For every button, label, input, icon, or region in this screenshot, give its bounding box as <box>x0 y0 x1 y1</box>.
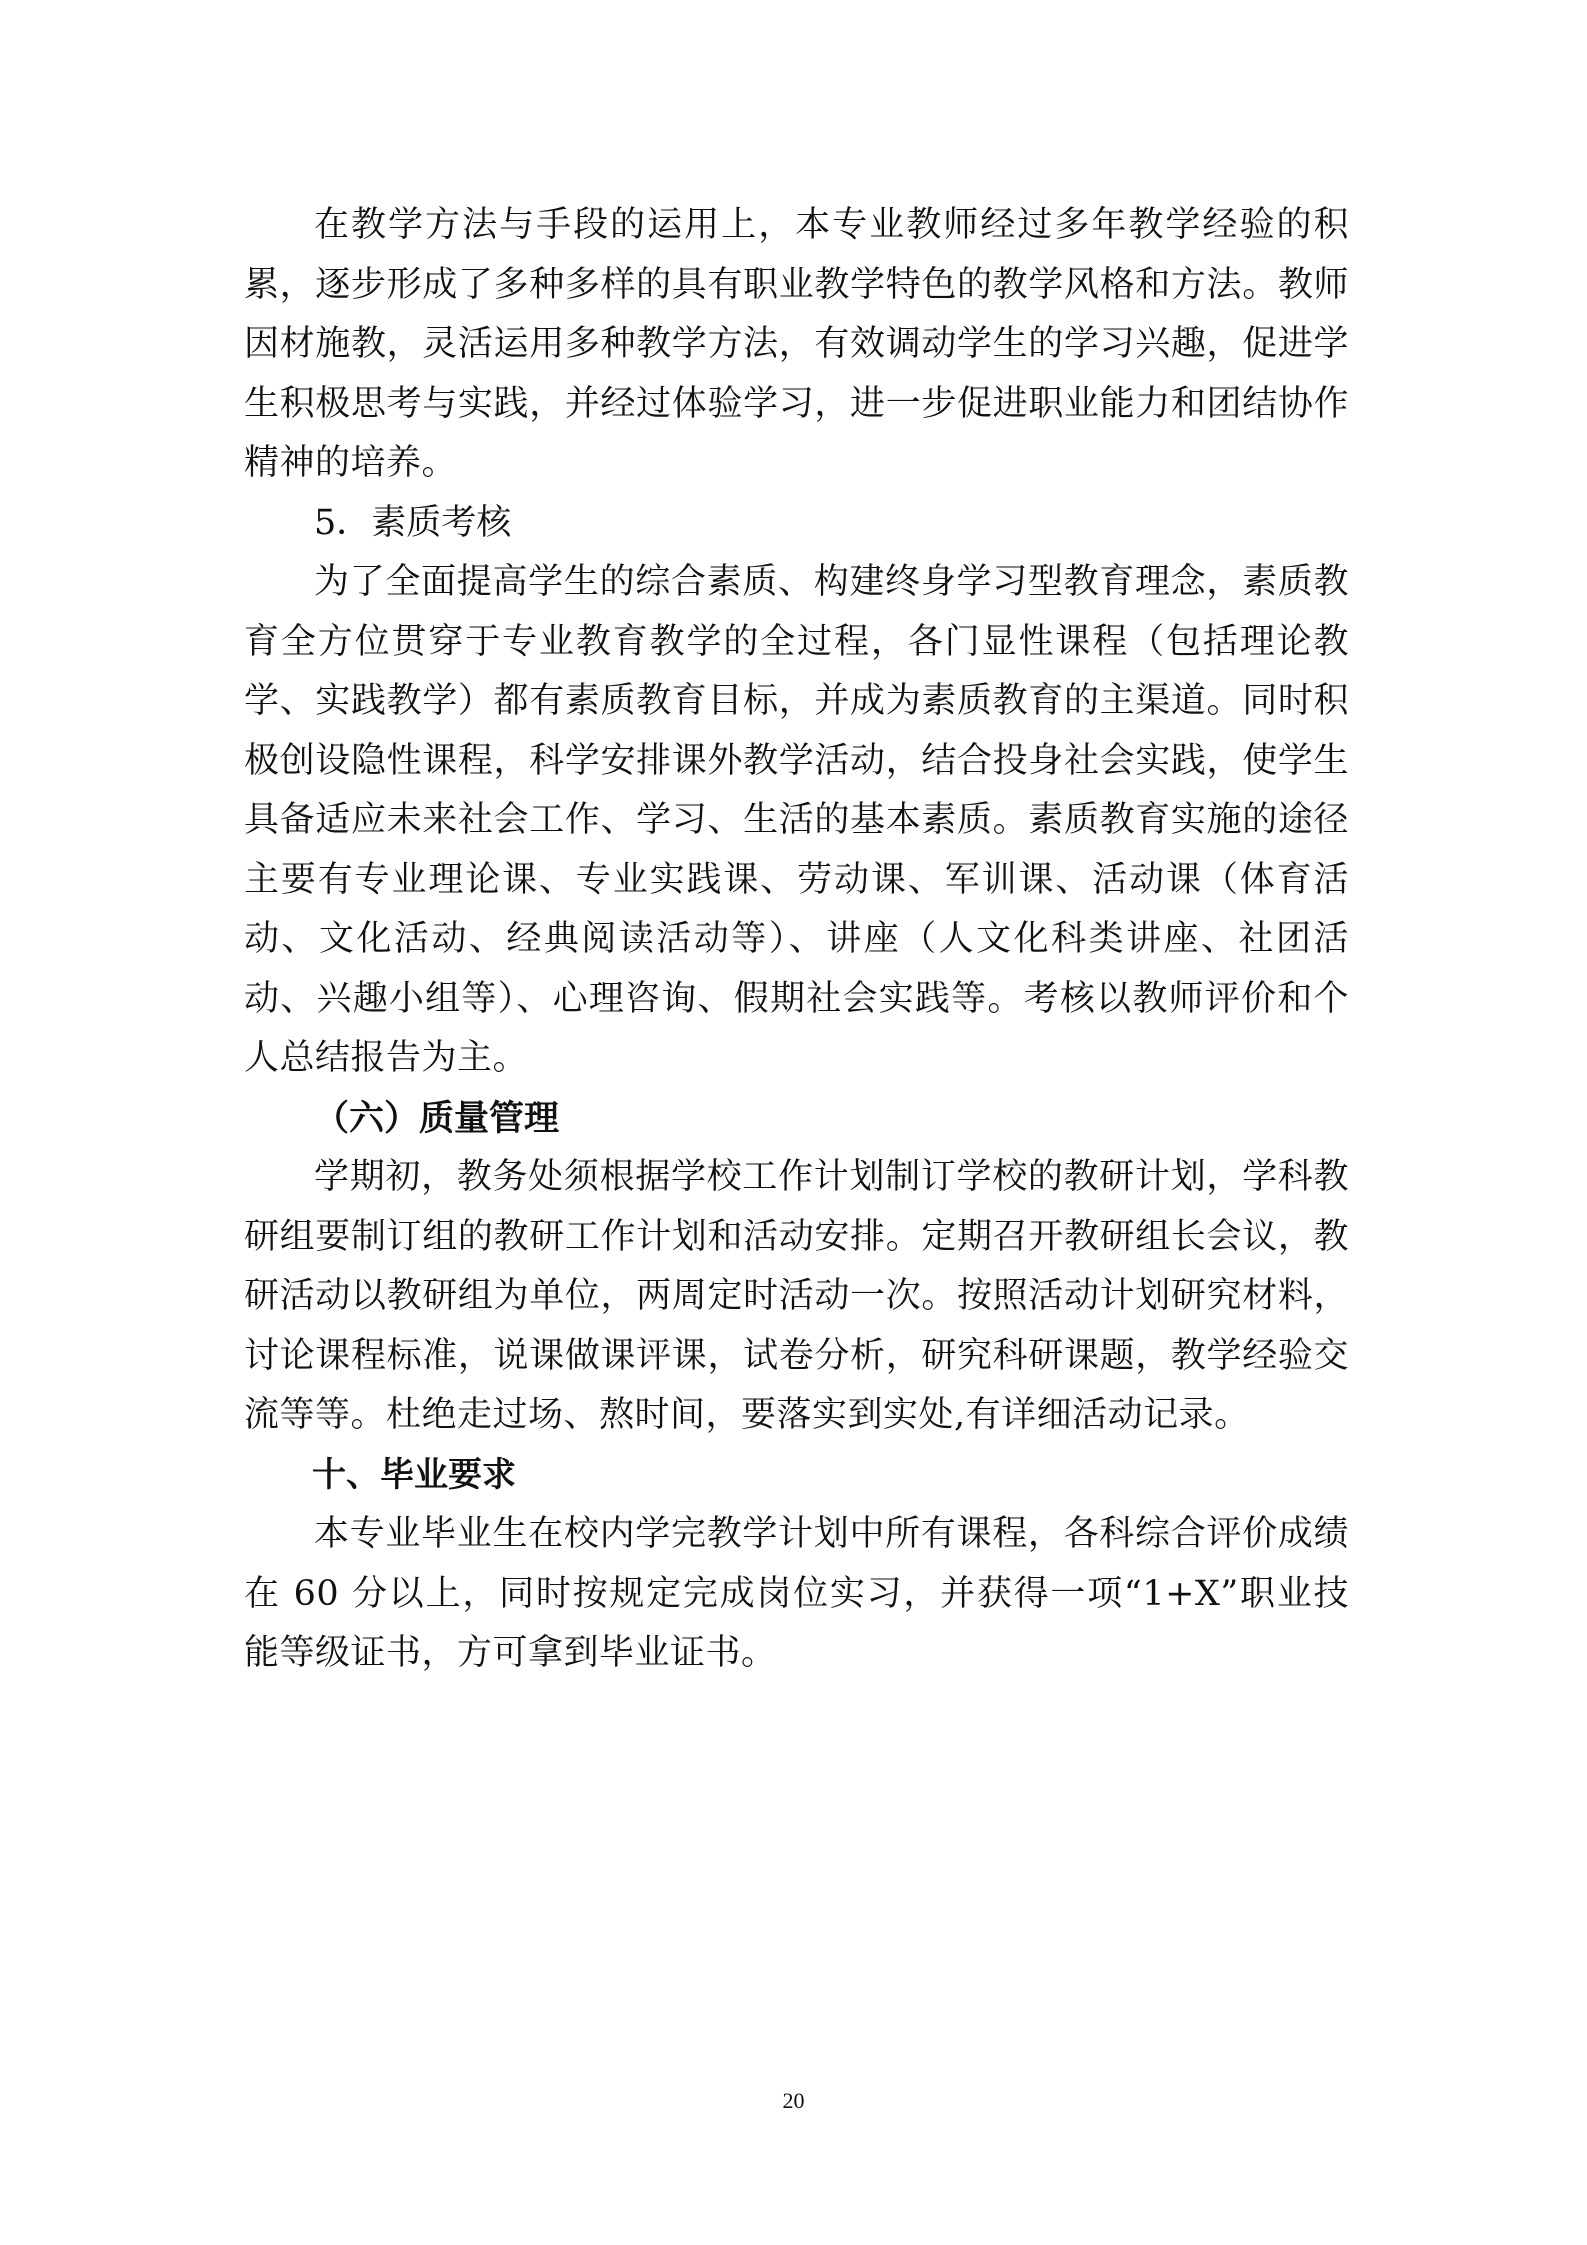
heading-graduation-requirements: 十、毕业要求 <box>312 1454 516 1495</box>
page-body <box>244 196 1349 1684</box>
heading-quality-management: （六）质量管理 <box>314 1097 560 1139</box>
page-number: 20 <box>782 2088 805 2113</box>
heading-quality-assessment: 5．素质考核 <box>314 502 512 543</box>
paragraph-quality-management: 学期初，教务处须根据学校工作计划制订学校的教研计划，学科教研组要制订组的教研工作计划和活动安排。定期召开教研组长会议，教研活动以教研组为单位，两周定时活动一次。按照活动计划研究材料，讨论课程标准，说课做课评课，试卷分析，研究科研课题，教学经验交流等等。杜绝走过场、熬时间，要落实到实处,有详细活动记录。 <box>244 1157 1349 1435</box>
paragraph-teaching-methods: 在教学方法与手段的运用上，本专业教师经过多年教学经验的积累，逐步形成了多种多样的具有职业教学特色的教学风格和方法。教师因材施教，灵活运用多种教学方法，有效调动学生的学习兴趣，促进学生积极思考与实践，并经过体验学习，进一步促进职业能力和团结协作精神的培养。 <box>244 205 1349 483</box>
paragraph-graduation-requirements: 本专业毕业生在校内学完教学计划中所有课程，各科综合评价成绩在 60 分以上，同时按规定完成岗位实习，并获得一项“1+X”职业技能等级证书，方可拿到毕业证书。 <box>244 1514 1349 1673</box>
paragraph-quality-education: 为了全面提高学生的综合素质、构建终身学习型教育理念，素质教育全方位贯穿于专业教育教学的全过程，各门显性课程（包括理论教学、实践教学）都有素质教育目标，并成为素质教育的主渠道。同时积极创设隐性课程，科学安排课外教学活动，结合投身社会实践，使学生具备适应未来社会工作、学习、生活的基本素质。素质教育实施的途径主要有专业理论课、专业实践课、劳动课、军训课、活动课（体育活动、文化活动、经典阅读活动等）、讲座（人文化科类讲座、社团活动、兴趣小组等）、心理咨询、假期社会实践等。考核以教师评价和个人总结报告为主。 <box>244 562 1349 1078</box>
